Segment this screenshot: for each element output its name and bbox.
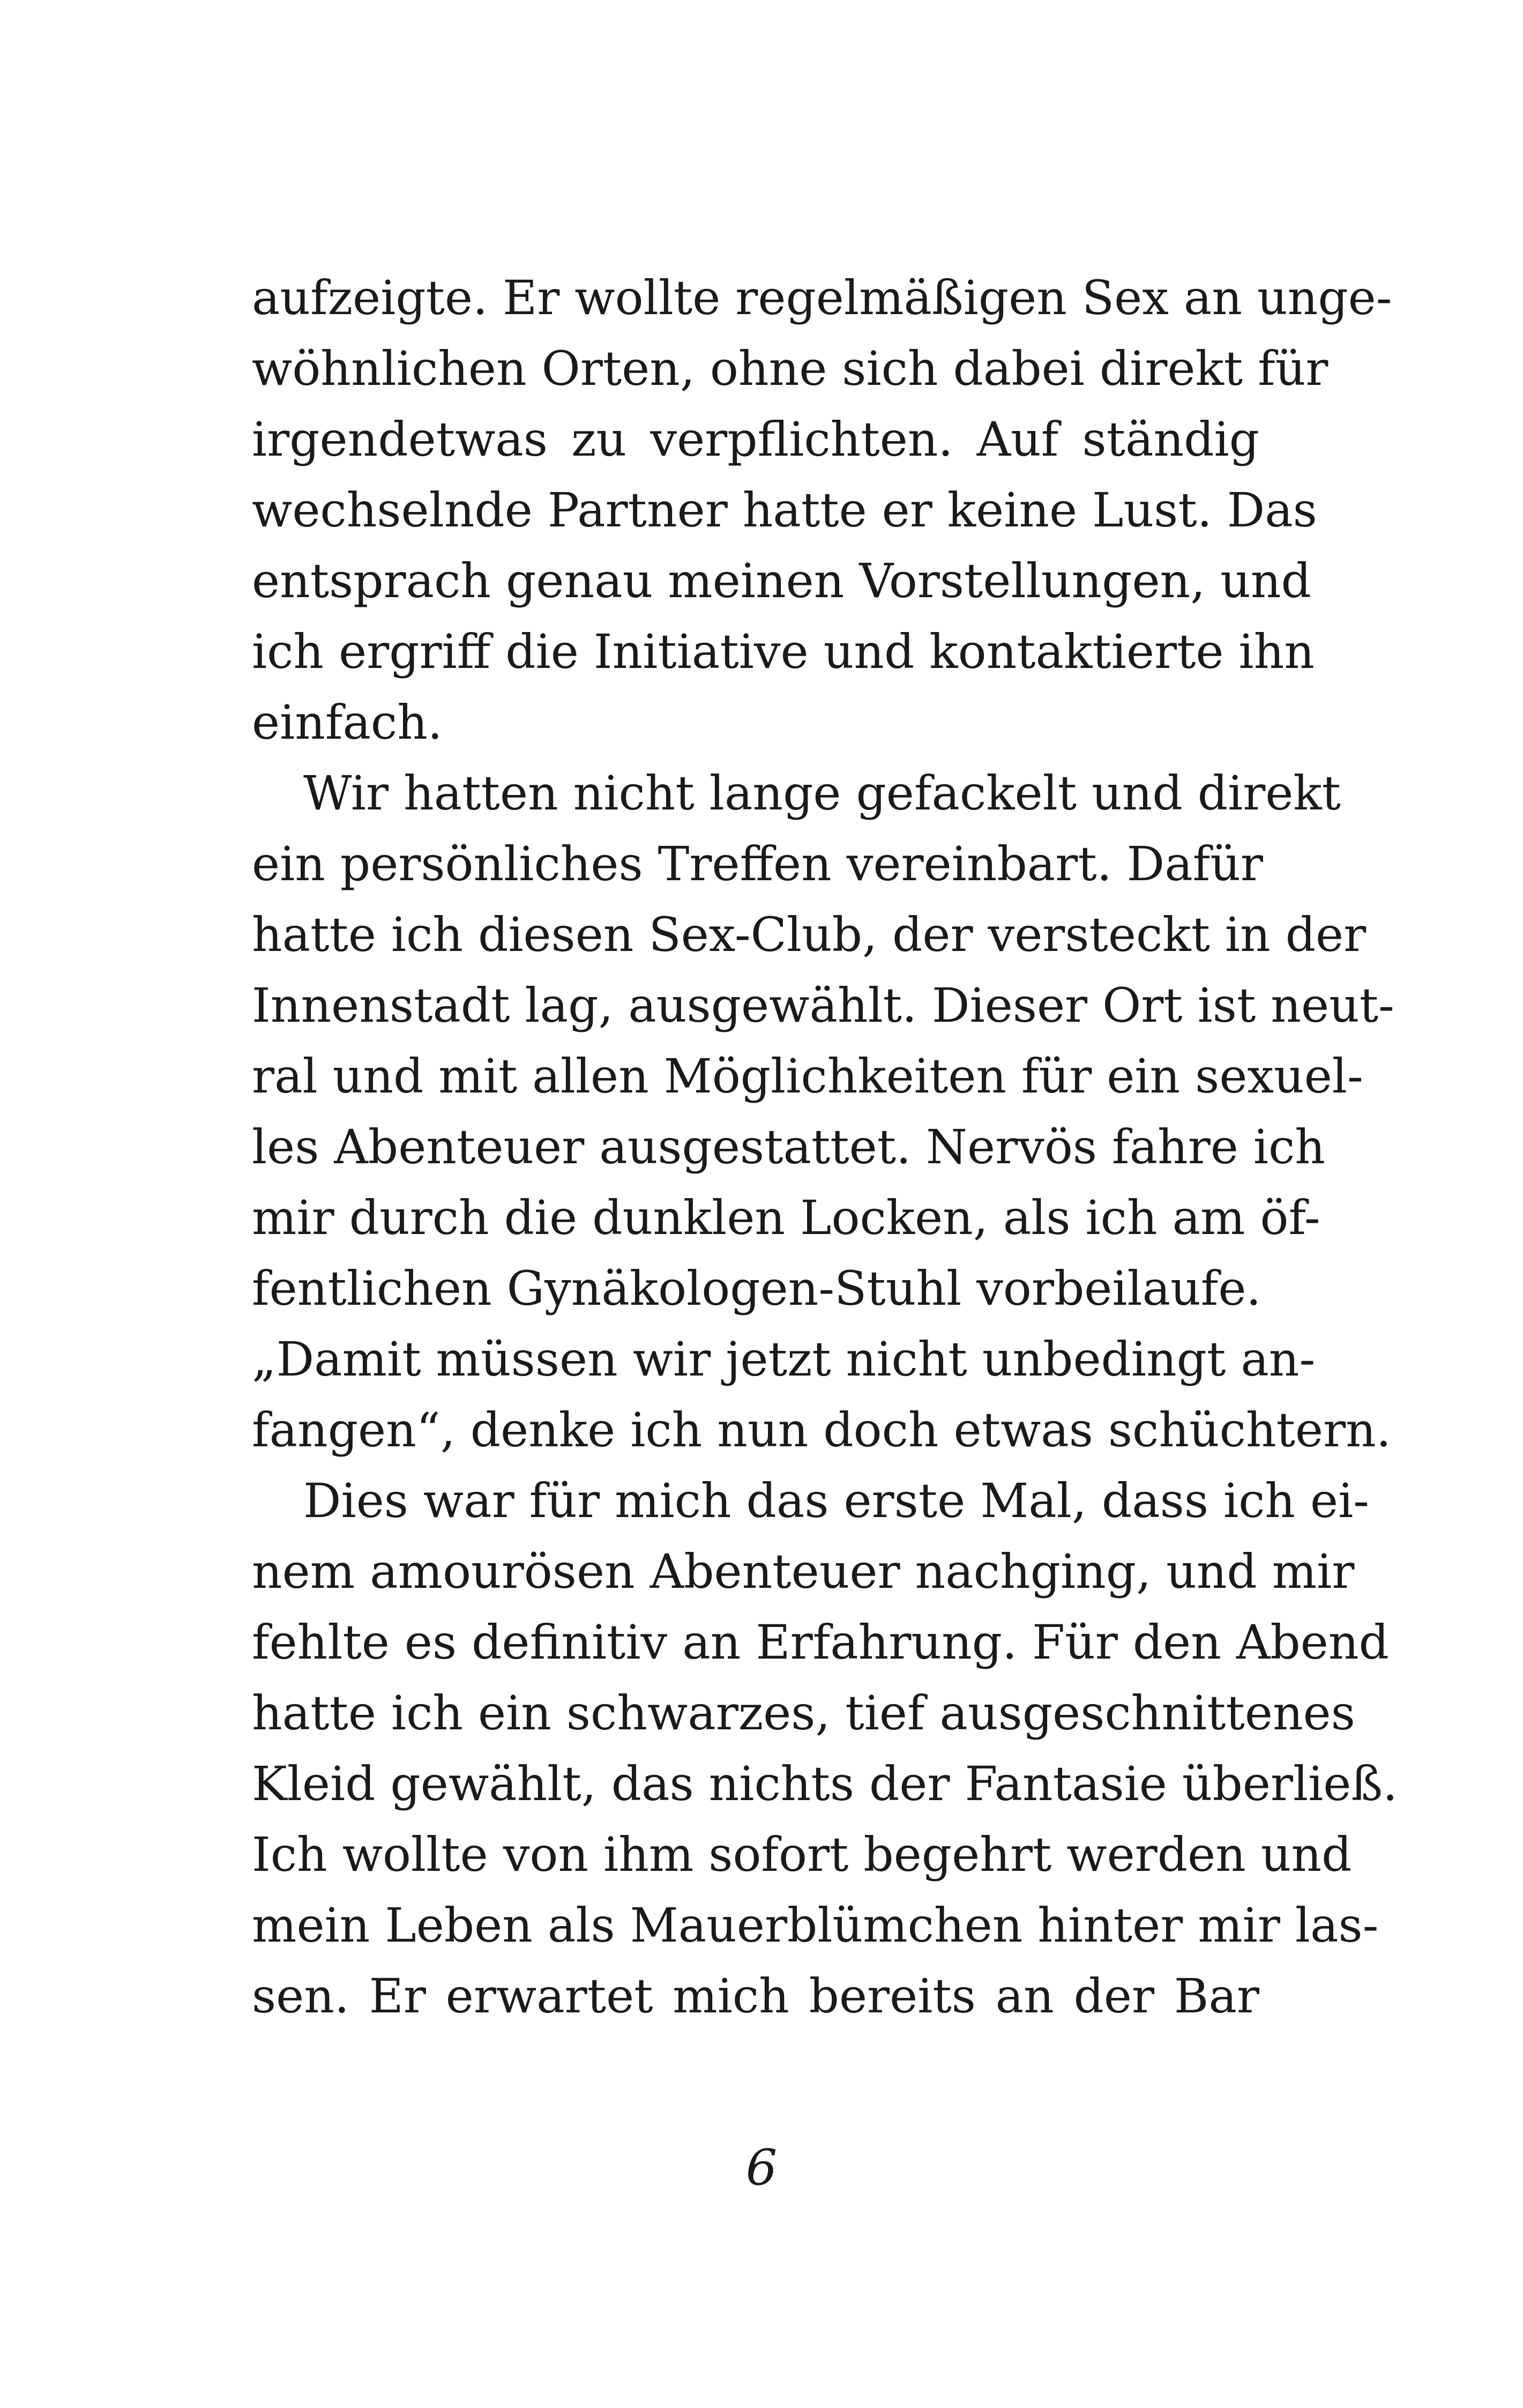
text-line: sen. Er erwartet mich bereits an der Bar xyxy=(252,1968,1259,2024)
text-line: irgendetwas zu verpflichten. Auf ständig xyxy=(252,412,1259,467)
text-line: entsprach genau meinen Vorstellungen, und xyxy=(252,553,1311,608)
text-line: wechselnde Partner hatte er keine Lust. Das xyxy=(252,482,1317,538)
text-line: fehlte es definitiv an Erfahrung. Für den Abend xyxy=(252,1615,1389,1670)
paragraph-2 xyxy=(252,758,1394,1466)
text-line: „Damit müssen wir jetzt nicht unbedingt an- xyxy=(252,1332,1316,1387)
text-line: Innenstadt lag, ausgewählt. Dieser Ort ist neut- xyxy=(252,978,1394,1033)
text-line: wöhnlichen Orten, ohne sich dabei direkt für xyxy=(252,341,1328,396)
text-line: Dies war für mich das erste Mal, dass ich ei- xyxy=(303,1473,1369,1528)
text-line: fentlichen Gynäkologen-Stuhl vorbeilaufe. xyxy=(252,1261,1261,1316)
text-line: Kleid gewählt, das nichts der Fantasie überließ. xyxy=(252,1756,1398,1811)
text-line: hatte ich diesen Sex-Club, der versteckt in der xyxy=(252,907,1367,962)
text-line: ral und mit allen Möglichkeiten für ein sexuel- xyxy=(252,1049,1363,1104)
text-line: aufzeigte. Er wollte regelmäßigen Sex an unge- xyxy=(252,270,1392,325)
text-line: ich ergriff die Initiative und kontaktierte ihn xyxy=(252,624,1315,679)
page-number: 6 xyxy=(745,2139,778,2196)
text-line: Ich wollte von ihm sofort begehrt werden und xyxy=(252,1827,1352,1882)
paragraph-1 xyxy=(252,263,1392,758)
text-line: les Abenteuer ausgestattet. Nervös fahre ich xyxy=(252,1119,1325,1175)
text-line: mir durch die dunklen Locken, als ich am öf- xyxy=(252,1190,1320,1245)
text-line: hatte ich ein schwarzes, tief ausgeschnittenes xyxy=(252,1685,1355,1741)
text-line: ein persönliches Treffen vereinbart. Dafür xyxy=(252,836,1263,891)
body-text xyxy=(252,263,1398,2032)
text-line: einfach. xyxy=(252,695,443,750)
text-line: fangen“, denke ich nun doch etwas schüchtern. xyxy=(252,1402,1391,1458)
text-line: mein Leben als Mauerblümchen hinter mir las- xyxy=(252,1898,1379,1953)
text-line: Wir hatten nicht lange gefackelt und direkt xyxy=(303,765,1341,821)
text-line: nem amourösen Abenteuer nachging, und mir xyxy=(252,1544,1355,1599)
paragraph-3 xyxy=(252,1466,1398,2032)
